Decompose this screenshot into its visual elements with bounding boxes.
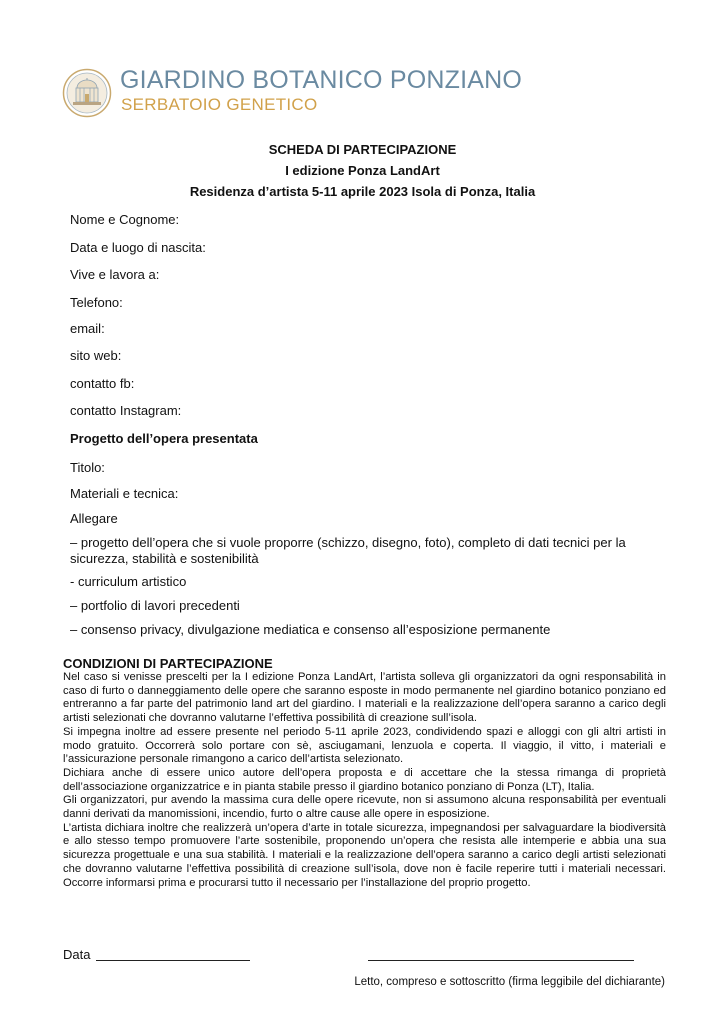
date-label: Data: [63, 947, 91, 962]
attachment-item-portfolio: – portfolio di lavori precedenti: [70, 598, 240, 613]
field-titolo: Titolo:: [70, 460, 105, 475]
field-nome-cognome: Nome e Cognome:: [70, 212, 180, 227]
field-data-luogo-nascita: Data e luogo di nascita:: [70, 240, 206, 255]
brand-tagline: SERBATOIO GENETICO: [121, 95, 318, 114]
field-contatto-fb: contatto fb:: [70, 376, 135, 391]
conditions-paragraph: Dichiara anche di essere unico autore dell’opera proposta e di accettare che la stessa rimanga di proprietà dell’associazione organizzatrice e in pianta stabile presso il giardino botanico ponziano di Ponza (LT), Italia.: [63, 766, 666, 793]
signature-note: Letto, compreso e sottoscritto (firma leggibile del dichiarante): [354, 976, 665, 988]
edition-subtitle: I edizione Ponza LandArt: [285, 163, 440, 178]
attachment-item-progetto-cont: sicurezza, stabilità e sostenibilità: [70, 551, 259, 566]
attachment-item-curriculum: - curriculum artistico: [70, 574, 187, 589]
field-materiali-tecnica: Materiali e tecnica:: [70, 486, 179, 501]
attachment-item-consenso: – consenso privacy, divulgazione mediatica e consenso all’esposizione permanente: [70, 622, 551, 637]
conditions-paragraph: Gli organizzatori, pur avendo la massima cura delle opere ricevute, non si assumono alcuna responsabilità per eventuali danni derivati da manomissioni, incendio, furto o altre cause alle opere in esposizione.: [63, 794, 666, 821]
conditions-paragraph: Si impegna inoltre ad essere presente nel periodo 5-11 aprile 2023, condividendo spazi e alloggi con gli altri artisti in modo gratuito. Occorrerà solo portare con sè, asciugamani, lenzuola e coperta. Il viaggio, il vitto, i materiali e l’assicurazione personale rimangono a carico dell’artista selezionato.: [63, 725, 666, 766]
conditions-paragraph: Nel caso si venisse prescelti per la I edizione Ponza LandArt, l’artista solleva gli organizzatori da ogni responsabilità in caso di furto o danneggiamento delle opere che saranno esposte in modo permanente nel giardino botanico ponziano ed entreranno a far parte del patrimonio land art del giardino. I materiali e la realizzazione dell’opera saranno a carico degli artisti selezionati che dovranno valutarne l’effettiva possibilità di creazione sull’isola.: [63, 671, 666, 725]
project-heading: Progetto dell’opera presentata: [70, 431, 258, 446]
form-title: SCHEDA DI PARTECIPAZIONE: [268, 142, 457, 157]
conditions-title: CONDIZIONI DI PARTECIPAZIONE: [63, 656, 273, 671]
residency-subtitle: Residenza d’artista 5-11 aprile 2023 Isola di Ponza, Italia: [189, 184, 536, 199]
field-sito-web: sito web:: [70, 348, 122, 363]
conditions-body: [63, 671, 666, 890]
conditions-paragraph: L’artista dichiara inoltre che realizzerà un’opera d’arte in totale sicurezza, impegnandosi per salvaguardare la biodiversità e allo stesso tempo promuovere l’arte sostenibile, proponendo un’opera che resista alle intemperie e abbia una sua sicurezza progettuale e una sua stabilità. I materiali e la realizzazione dell’opera saranno a carico degli artisti selezionati che dovranno valutarne l’effettiva possibilità di creazione sull’isola, dove non è facile reperire tutti i materiali necessari. Occorre informarsi prima e procurarsi tutto il necessario per l’installazione del proprio progetto.: [63, 821, 666, 889]
attachments-label: Allegare: [70, 511, 118, 526]
field-telefono: Telefono:: [70, 295, 123, 310]
attachment-item-progetto: – progetto dell’opera che si vuole proporre (schizzo, disegno, foto), completo di dati tecnici per la: [70, 535, 626, 550]
field-vive-lavora: Vive e lavora a:: [70, 267, 160, 282]
greenhouse-icon: [62, 68, 112, 118]
field-email: email:: [70, 321, 105, 336]
field-contatto-instagram: contatto Instagram:: [70, 403, 182, 418]
brand-name: GIARDINO BOTANICO PONZIANO: [120, 66, 522, 94]
date-line[interactable]: [96, 960, 250, 961]
signature-line[interactable]: [368, 960, 634, 961]
